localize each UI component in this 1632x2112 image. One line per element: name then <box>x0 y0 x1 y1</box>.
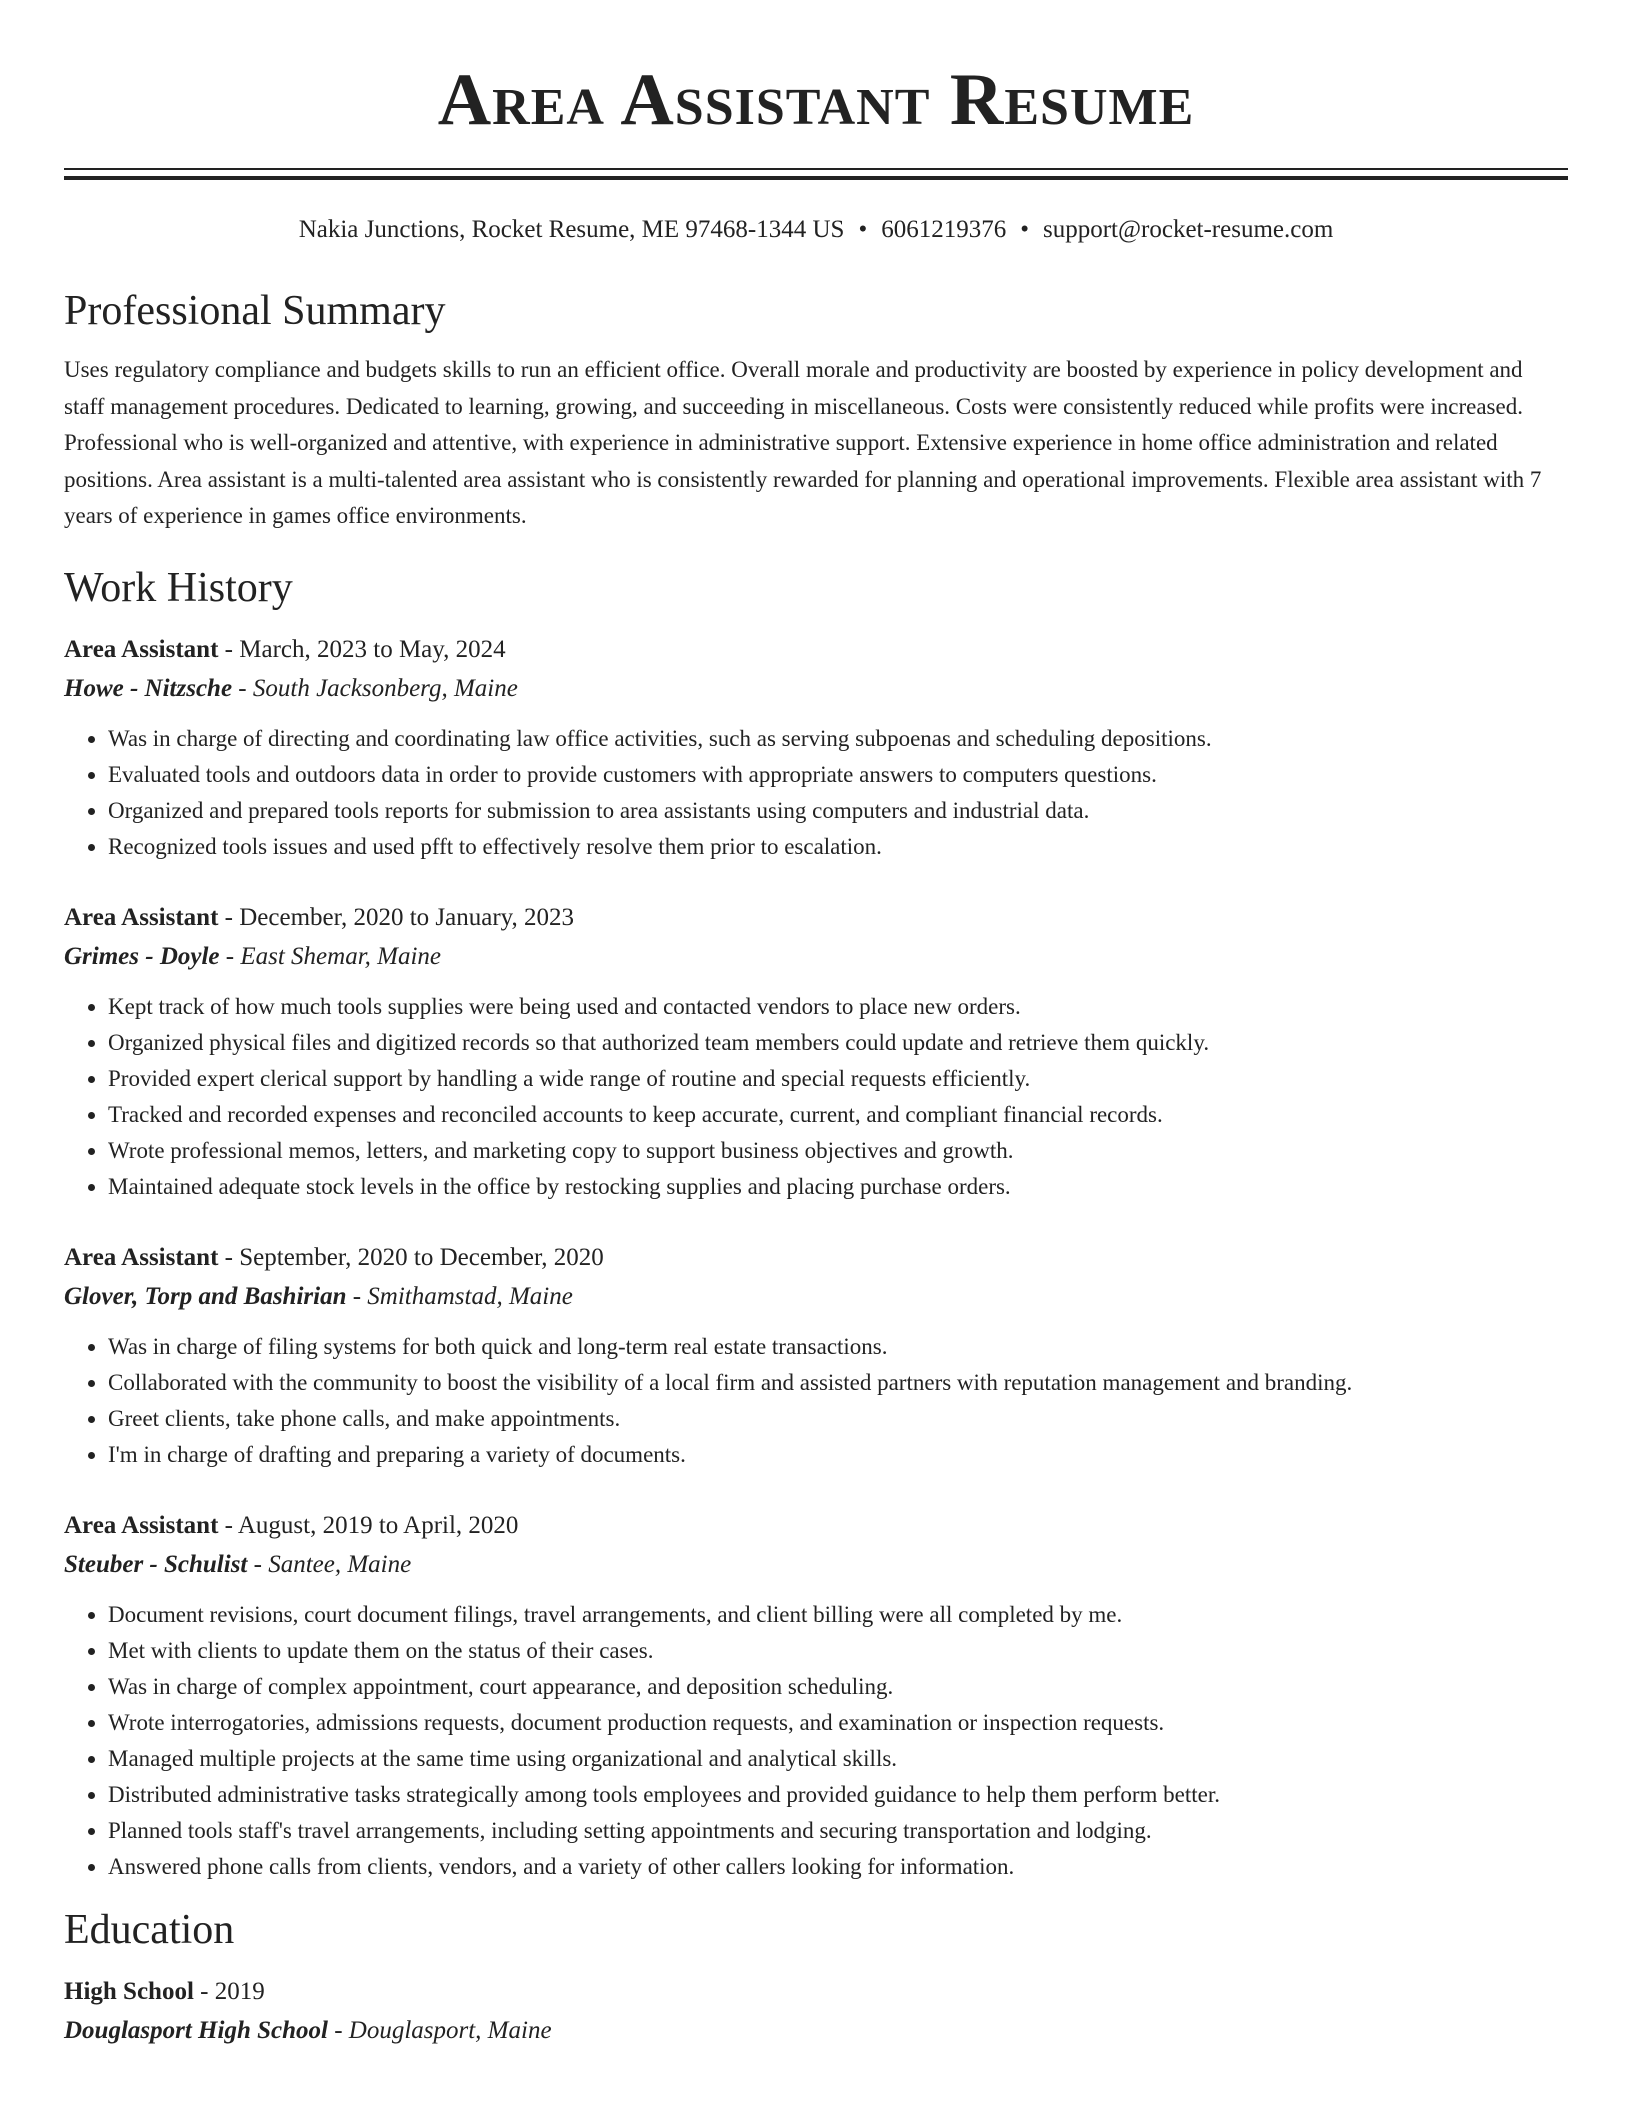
job-company: Steuber - Schulist <box>64 1550 248 1578</box>
duty-item: • Managed multiple projects at the same time using organizational and analytical skills. <box>108 1741 1568 1777</box>
summary-text: Uses regulatory compliance and budgets skills to run an efficient office. Overall morale and productivity are boosted by experience in policy development and staff management procedures. Dedicated to learning, growing, and succeeding in miscellaneous. Costs were consistently reduced while profits were increased. Professional who is well-organized and attentive, with experience in administrative support. Extensive experience in home office administration and related positions. Area assistant is a multi-talented area assistant who is consistently rewarded for planning and operational improvements. Flexible area assistant with 7 years of experience in games office environments. <box>64 357 1542 528</box>
duty-item: • Wrote professional memos, letters, and marketing copy to support business objectives and growth. <box>108 1133 1568 1169</box>
duty-item: • Wrote interrogatories, admissions requests, document production requests, and examination or inspection requests. <box>108 1705 1568 1741</box>
education-school-line <box>64 2011 1568 2051</box>
job-location: - Smithamstad, Maine <box>346 1282 573 1310</box>
bullet-separator: • <box>1020 216 1029 243</box>
job-dates: - March, 2023 to May, 2024 <box>218 635 506 663</box>
page-title: Area Assistant Resume <box>437 59 1195 141</box>
contact-address: Nakia Junctions, Rocket Resume, ME 97468-1344 US <box>298 216 845 243</box>
title-divider-thin <box>64 168 1568 170</box>
duty-item: • Organized and prepared tools reports for submission to area assistants using computers and industrial data. <box>108 793 1568 829</box>
duty-item: • Organized physical files and digitized records so that authorized team members could update and retrieve them quickly. <box>108 1025 1568 1061</box>
job-title: Area Assistant <box>64 903 219 931</box>
education-heading: Education <box>64 1906 235 1953</box>
job-dates: - September, 2020 to December, 2020 <box>218 1243 604 1271</box>
duty-item: • Was in charge of directing and coordinating law office activities, such as serving subpoenas and scheduling depositions. <box>108 721 1568 757</box>
education-entry <box>64 1973 1568 2051</box>
duty-item: • Tracked and recorded expenses and reconciled accounts to keep accurate, current, and compliant financial records. <box>108 1097 1568 1133</box>
duty-item: • Collaborated with the community to boost the visibility of a local firm and assisted partners with reputation management and branding. <box>108 1365 1568 1401</box>
summary-heading: Professional Summary <box>64 288 446 334</box>
duty-list <box>64 1597 1568 1885</box>
job-title: Area Assistant <box>64 1243 219 1271</box>
job-title: Area Assistant <box>64 635 219 663</box>
job-location: - Santee, Maine <box>247 1550 412 1578</box>
job-entry <box>64 1239 1568 1473</box>
job-employer-line <box>64 669 1568 709</box>
duty-item: • Distributed administrative tasks strategically among tools employees and provided guidance to help them perform better. <box>108 1777 1568 1813</box>
job-entry <box>64 631 1568 865</box>
duty-item: • Was in charge of complex appointment, court appearance, and deposition scheduling. <box>108 1669 1568 1705</box>
education-degree-line <box>64 1973 1568 2011</box>
education-year: - 2019 <box>193 1977 265 2005</box>
job-entry <box>64 1507 1568 1885</box>
duty-item: • Evaluated tools and outdoors data in order to provide customers with appropriate answers to computers questions. <box>108 757 1568 793</box>
duty-list <box>64 721 1568 865</box>
duty-list <box>64 989 1568 1205</box>
duty-item: • Document revisions, court document filings, travel arrangements, and client billing were all completed by me. <box>108 1597 1568 1633</box>
job-employer-line <box>64 1277 1568 1317</box>
duty-item: • Kept track of how much tools supplies were being used and contacted vendors to place new orders. <box>108 989 1568 1025</box>
work-history-heading: Work History <box>64 564 293 611</box>
job-title-line <box>64 631 1568 669</box>
contact-email: support@rocket-resume.com <box>1043 216 1334 243</box>
job-location: - East Shemar, Maine <box>219 942 442 970</box>
job-company: Grimes - Doyle <box>64 942 220 970</box>
education-degree: High School <box>64 1977 194 2005</box>
duty-item: • Recognized tools issues and used pfft to effectively resolve them prior to escalation. <box>108 829 1568 865</box>
job-employer-line <box>64 937 1568 977</box>
job-title-line <box>64 1239 1568 1277</box>
duty-item: • Greet clients, take phone calls, and make appointments. <box>108 1401 1568 1437</box>
job-employer-line <box>64 1545 1568 1585</box>
job-company: Glover, Torp and Bashirian <box>64 1282 347 1310</box>
duty-item: • Met with clients to update them on the status of their cases. <box>108 1633 1568 1669</box>
contact-phone: 6061219376 <box>881 216 1007 243</box>
duty-item: • Maintained adequate stock levels in the office by restocking supplies and placing purchase orders. <box>108 1169 1568 1205</box>
duty-list <box>64 1329 1568 1473</box>
duty-item: • Planned tools staff's travel arrangements, including setting appointments and securing transportation and lodging. <box>108 1813 1568 1849</box>
job-location: - South Jacksonberg, Maine <box>232 674 518 702</box>
job-dates: - December, 2020 to January, 2023 <box>218 903 575 931</box>
education-location: - Douglasport, Maine <box>327 2016 552 2044</box>
duty-item: • Was in charge of filing systems for both quick and long-term real estate transactions. <box>108 1329 1568 1365</box>
job-company: Howe - Nitzsche <box>64 674 233 702</box>
job-dates: - August, 2019 to April, 2020 <box>218 1511 519 1539</box>
education-school: Douglasport High School <box>64 2016 328 2044</box>
contact-line <box>64 214 1568 246</box>
duty-item: • Answered phone calls from clients, vendors, and a variety of other callers looking for information. <box>108 1849 1568 1885</box>
title-divider-thick <box>64 176 1568 180</box>
duty-item: • Provided expert clerical support by handling a wide range of routine and special requests efficiently. <box>108 1061 1568 1097</box>
bullet-separator: • <box>858 216 868 243</box>
duty-item: • I'm in charge of drafting and preparing a variety of documents. <box>108 1437 1568 1473</box>
job-entry <box>64 899 1568 1205</box>
job-title-line <box>64 1507 1568 1545</box>
job-title: Area Assistant <box>64 1511 219 1539</box>
job-title-line <box>64 899 1568 937</box>
